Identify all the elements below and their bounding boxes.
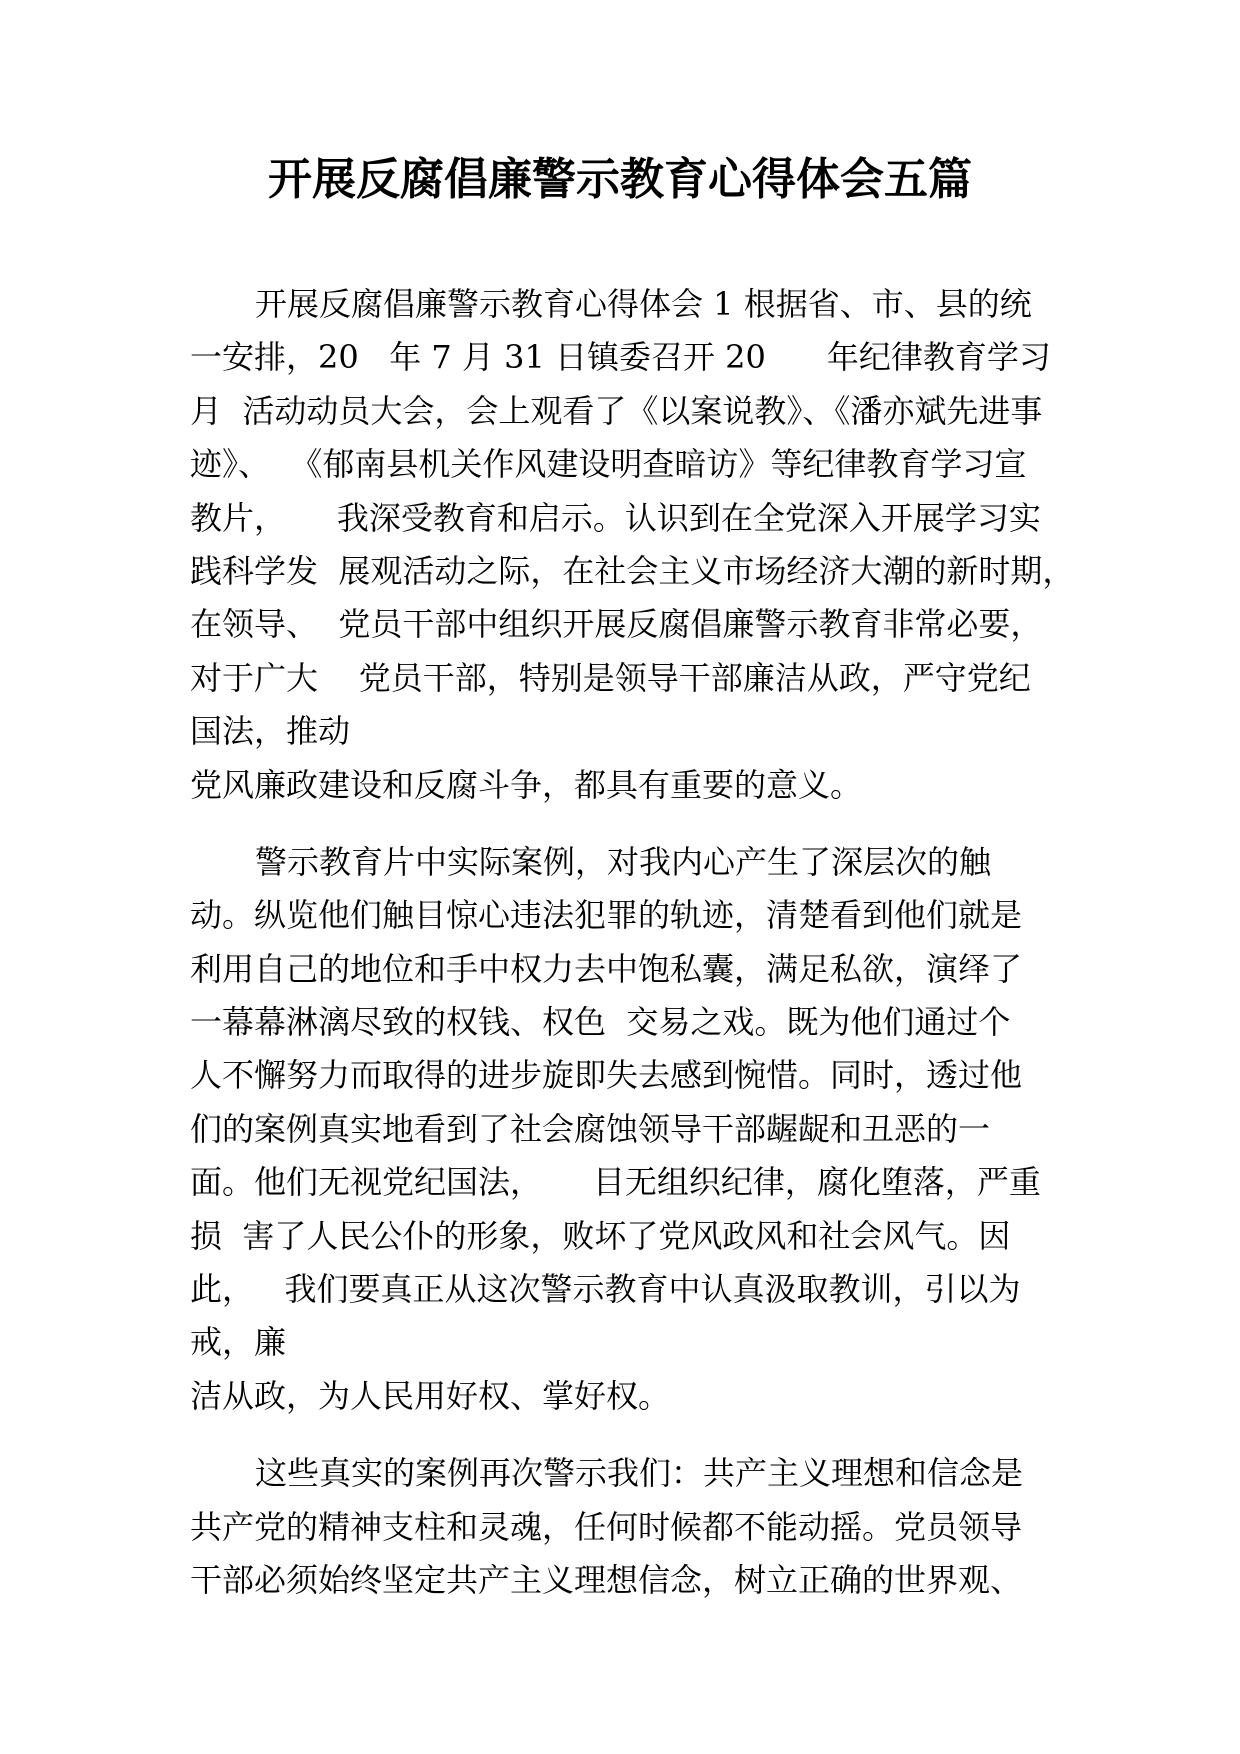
paragraph-2 [190,836,1090,1423]
text-line: 一安排，20 年 7 月 31 日镇委召开 20 年纪律教育学习 [190,338,1051,377]
paragraph-spacer [190,1423,1090,1447]
text-line: 动。纵览他们触目惊心违法犯罪的轨迹，清楚看到他们就是 [190,896,1023,935]
text-line: 在领导、 党员干部中组织开展反腐倡廉警示教育非常必要， [190,605,1043,644]
text-line: 们的案例真实地看到了社会腐蚀领导干部龌龊和丑恶的一 [190,1109,991,1148]
text-line: 干部必须始终坚定共产主义理想信念，树立正确的世界观、 [190,1560,1023,1599]
text-line: 践科学发 展观活动之际，在社会主义市场经济大潮的新时期， [190,551,1075,590]
text-line: 迹》、 《郁南县机关作风建设明查暗访》等纪律教育学习宣 [190,445,1027,484]
paragraph-spacer [190,812,1090,836]
text-line: 国法，推动 [190,712,351,751]
text-line: 损 害了人民公仆的形象，败坏了党风政风和社会风气。因 [190,1216,1011,1255]
text-line: 此， 我们要真正从这次警示教育中认真汲取教训，引以为 [190,1270,1021,1309]
text-line: 共产党的精神支柱和灵魂，任何时候都不能动摇。党员领导 [190,1507,1023,1546]
text-line: 洁从政，为人民用好权、掌好权。 [190,1376,671,1415]
text-line: 党风廉政建设和反腐斗争，都具有重要的意义。 [190,765,863,804]
document-body [190,278,1090,1607]
text-line: 对于广大 党员干部，特别是领导干部廉洁从政，严守党纪 [190,658,1031,697]
text-line: 人不懈努力而取得的进步旋即失去感到惋惜。同时，透过他 [190,1056,1023,1095]
text-line: 开展反腐倡廉警示教育心得体会 1 根据省、市、县的统 [255,285,1032,323]
paragraph-1 [190,278,1090,812]
text-line: 利用自己的地位和手中权力去中饱私囊，满足私欲，演绎了 [190,949,1023,988]
text-line: 面。他们无视党纪国法， 目无组织纪律，腐化堕落，严重 [190,1163,1041,1202]
text-line: 月 活动动员大会，会上观看了《以案说教》、《潘亦斌先进事 [190,391,1043,430]
paragraph-3 [190,1447,1090,1607]
text-line: 戒，廉 [190,1323,287,1362]
text-line: 教片， 我深受教育和启示。认识到在全党深入开展学习实 [190,498,1041,537]
text-line: 一幕幕淋漓尽致的权钱、权色 交易之戏。既为他们通过个 [190,1003,1011,1042]
text-line: 这些真实的案例再次警示我们：共产主义理想和信念是 [255,1454,1024,1493]
text-line: 警示教育片中实际案例，对我内心产生了深层次的触 [255,842,992,881]
document-title: 开展反腐倡廉警示教育心得体会五篇 [268,154,972,205]
